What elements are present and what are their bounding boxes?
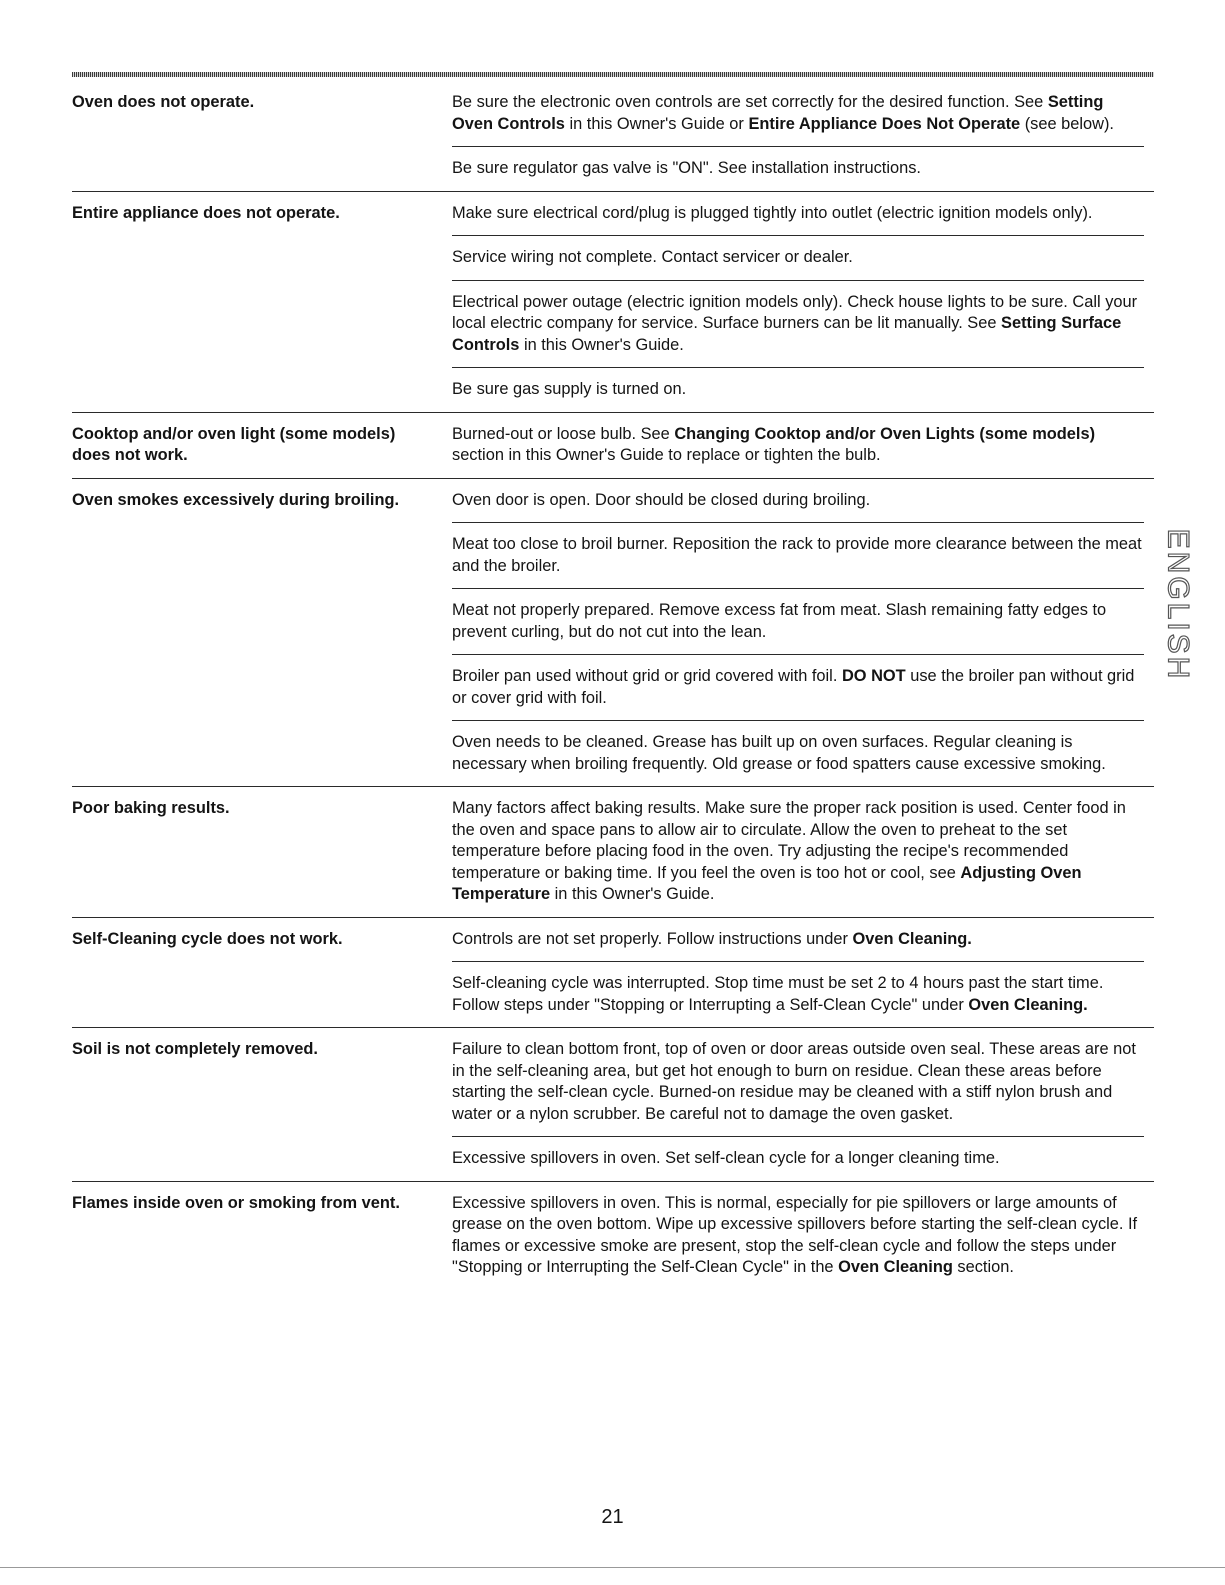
solution-text	[452, 929, 1144, 963]
text-run: section in this Owner's Guide to replace or tighten the bulb.	[452, 446, 881, 464]
text-run: Electrical power outage (electric ignition models only). Check house lights to be sure. Call your local electric company for service. Surface burners can be lit manually. See	[452, 292, 1138, 332]
text-run: Be sure gas supply is turned on.	[452, 380, 687, 398]
problem-heading: Poor baking results.	[72, 799, 230, 817]
problem-heading: Oven does not operate.	[72, 93, 255, 111]
troubleshooting-table	[72, 92, 1154, 1301]
problem-heading: Flames inside oven or smoking from vent.	[72, 1193, 400, 1212]
problem-heading: Oven smokes excessively during broiling.	[72, 490, 400, 509]
solution-text	[452, 600, 1144, 655]
solution-text	[452, 732, 1144, 775]
text-run: Many factors affect baking results. Make sure the proper rack position is used. Center food in the oven and space pans to allow air to circulate. Allow the oven to preheat to the set temperature before placing food in the oven. Try adjusting the recipe's recommended temperature or baking time. If you feel the oven is too hot or cool, see	[452, 799, 1126, 882]
bold-reference: Setting Oven Controls	[452, 93, 1104, 133]
text-run: use the broiler pan without grid or cover grid with foil.	[452, 667, 1135, 707]
text-run: Meat too close to broil burner. Reposition the rack to provide more clearance between the meat and the broiler.	[452, 535, 1142, 575]
bold-reference: Changing Cooktop and/or Oven Lights (some models)	[674, 424, 1096, 443]
text-run: in this Owner's Guide.	[550, 885, 715, 903]
bold-reference: DO NOT	[841, 667, 906, 685]
text-run: Broiler pan used without grid or grid covered with foil.	[452, 667, 842, 685]
bold-reference: Entire Appliance Does Not Operate	[748, 114, 1021, 133]
text-run: Meat not properly prepared. Remove excess fat from meat. Slash remaining fatty edges to prevent curling, but do not cut into the lean.	[452, 601, 1107, 641]
text-run: Self-cleaning cycle was interrupted. Stop time must be set 2 to 4 hours past the start time. Follow steps under "Stopping or Interrupting a Self-Clean Cycle" under	[452, 974, 1104, 1014]
solution-text	[452, 424, 1144, 467]
solutions-cell	[452, 1039, 1154, 1170]
bold-reference: Oven Cleaning.	[968, 995, 1088, 1014]
bottom-rule	[0, 1567, 1225, 1568]
solution-text	[452, 973, 1144, 1016]
solution-text	[452, 534, 1144, 589]
bold-reference: Oven Cleaning.	[852, 929, 972, 948]
solution-text	[452, 158, 1144, 180]
bold-reference: Oven Cleaning	[838, 1258, 953, 1276]
text-run: in this Owner's Guide.	[519, 335, 684, 354]
table-row	[72, 798, 1154, 918]
table-row	[72, 92, 1154, 192]
bold-reference: Setting Surface Controls	[452, 314, 1122, 354]
solutions-cell	[452, 203, 1154, 401]
language-label: ENGLISH	[1161, 528, 1194, 682]
text-run: Service wiring not complete. Contact servicer or dealer.	[452, 248, 853, 266]
table-row	[72, 203, 1154, 413]
solution-text	[452, 379, 1144, 401]
solution-text	[452, 666, 1144, 721]
solution-text	[452, 1148, 1144, 1170]
solution-text	[452, 1039, 1144, 1137]
solutions-cell	[452, 798, 1154, 906]
top-dotted-rule	[72, 72, 1154, 77]
bold-reference: Adjusting Oven Temperature	[452, 863, 1082, 903]
table-row	[72, 424, 1154, 479]
problem-heading: Self-Cleaning cycle does not work.	[72, 929, 343, 948]
table-row	[72, 490, 1154, 788]
text-run: (see below).	[1020, 114, 1114, 133]
language-side-tab	[1152, 528, 1202, 682]
table-row	[72, 1193, 1154, 1290]
text-run: Make sure electrical cord/plug is plugged tightly into outlet (electric ignition models only).	[452, 203, 1093, 222]
solutions-cell	[452, 1193, 1154, 1279]
solutions-cell	[452, 92, 1154, 180]
solutions-cell	[452, 929, 1154, 1017]
text-run: Burned-out or loose bulb. See	[452, 424, 675, 443]
problem-heading: Cooktop and/or oven light (some models) does not work.	[72, 424, 396, 464]
text-run: Oven door is open. Door should be closed during broiling.	[452, 490, 871, 509]
problem-heading: Soil is not completely removed.	[72, 1040, 318, 1058]
text-run: Failure to clean bottom front, top of oven or door areas outside oven seal. These areas are not in the self-cleaning area, but get hot enough to burn on residue. Clean these areas before starting the self-clean cycle. Burned-on residue may be cleaned with a stiff nylon brush and water or a nylon scrubber. Be careful not to damage the oven gasket.	[452, 1040, 1136, 1123]
solutions-cell	[452, 424, 1154, 467]
solution-text	[452, 798, 1144, 906]
solution-text	[452, 247, 1144, 281]
text-run: Excessive spillovers in oven. Set self-clean cycle for a longer cleaning time.	[452, 1149, 1000, 1167]
solution-text	[452, 203, 1144, 237]
text-run: section.	[952, 1258, 1014, 1276]
solution-text	[452, 292, 1144, 369]
text-run: Be sure the electronic oven controls are set correctly for the desired function. See	[452, 93, 1048, 111]
table-row	[72, 929, 1154, 1029]
text-run: Oven needs to be cleaned. Grease has built up on oven surfaces. Regular cleaning is necessary when broiling frequently. Old grease or food spatters cause excessive smoking.	[452, 733, 1106, 773]
text-run: Be sure regulator gas valve is "ON". See installation instructions.	[452, 159, 921, 177]
page-number: 21	[601, 1506, 624, 1528]
solution-text	[452, 1193, 1144, 1279]
table-row	[72, 1039, 1154, 1182]
solution-text	[452, 490, 1144, 524]
solutions-cell	[452, 490, 1154, 776]
text-run: Excessive spillovers in oven. This is normal, especially for pie spillovers or large amounts of grease on the oven bottom. Wipe up excessive spillovers before starting the self-clean cycle. If flames or excessive smoke are present, stop the self-clean cycle and follow the steps under "Stopping or Interrupting the Self-Clean Cycle" in the	[452, 1193, 1138, 1276]
problem-heading: Entire appliance does not operate.	[72, 203, 340, 222]
text-run: Controls are not set properly. Follow instructions under	[452, 929, 853, 948]
text-run: in this Owner's Guide or	[564, 114, 749, 133]
solution-text	[452, 92, 1144, 147]
